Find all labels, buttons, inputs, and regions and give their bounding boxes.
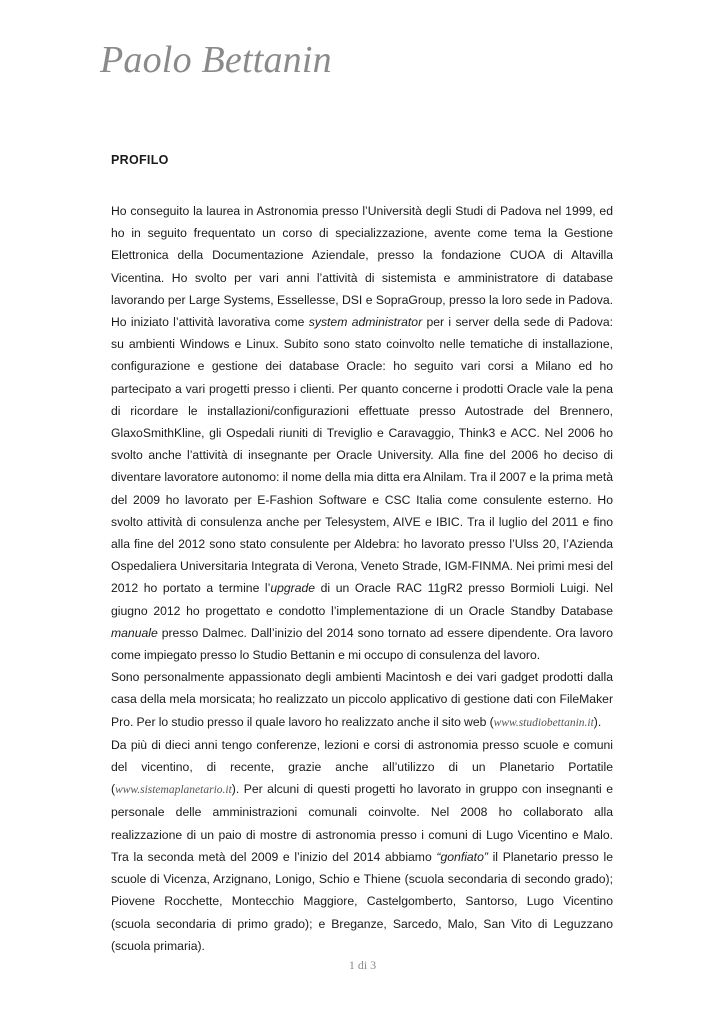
text-run: ). <box>593 714 602 729</box>
emphasis-text: manuale <box>111 625 158 640</box>
emphasis-text: “gonfiato” <box>436 849 488 864</box>
text-run: di un Oracle RAC 11gR2 presso Bormioli Luigi. Nel giugno 2012 ho progettato e condotto l’implementazione di un Oracle Standby Database <box>111 581 613 618</box>
studio-website-link[interactable]: www.studiobettanin.it <box>493 716 594 729</box>
planetarium-website-link[interactable]: www.sistemaplanetario.it <box>115 784 232 797</box>
text-run: presso Dalmec. Dall’inizio del 2014 sono tornato ad essere dipendente. Ora lavoro come impiegato presso lo Studio Bettanin e mi occupo di consulenza del lavoro. <box>111 625 613 663</box>
text-run: Da più di dieci anni tengo conferenze, lezioni e corsi di astronomia presso scuole e comuni del vicentino, di recente, grazie anche all’utilizzo di un Planetario Portatile ( <box>111 737 613 797</box>
text-run: ). Per alcuni di questi progetti ho lavorato in gruppo con insegnanti e personale delle amministrazioni comunali coinvolte. Nel 2008 ho collaborato alla realizzazione di un paio di mostre di astronomia presso i comuni di Lugo Vicentino e Malo. Tra la seconda metà del 2009 e l’inizio del 2014 abbiamo <box>111 782 613 864</box>
profile-body <box>111 200 613 957</box>
emphasis-text: upgrade <box>270 581 316 596</box>
text-run: per i server della sede di Padova: su ambienti Windows e Linux. Subito sono stato coinvolto nelle tematiche di installazione, configurazione e gestione dei database Oracle: ho seguito vari corsi a Milano ed ho partecipato a vari progetti presso i clienti. Per quanto concerne i prodotti Oracle vale la pena di ricordare le installazioni/configurazioni effettuate presso Autostrade del Brennero, GlaxoSmithKline, gli Ospedali riuniti di Treviglio e Caravaggio, Think3 e ACC. Nel 2006 ho svolto anche l’attività di insegnante per Oracle University. Alla fine del 2006 ho deciso di diventare lavoratore autonomo: il nome della mia ditta era Alnilam. Tra il 2007 e la prima metà del 2009 ho lavorato per E-Fashion Software e CSC Italia come consulente esterno. Ho svolto attività di consulenza anche per Telesystem, AIVE e IBIC. Tra il luglio del 2011 e fino alla fine del 2012 sono stato consulente per Aldebra: ho lavorato presso l’Ulss 20, l’Azienda Ospedaliera Universitaria Integrata di Verona, Veneto Strade, IGM-FINMA. Nei primi mesi del 2012 ho portato a termine l’ <box>111 315 613 596</box>
text-run: Ho conseguito la laurea in Astronomia presso l’Università degli Studi di Padova nel 1999, ed ho in seguito frequentato un corso di specializzazione, avente come tema la Gestione Elettronica della Documentazione Aziendale, presso la fondazione CUOA di Altavilla Vicentina. Ho svolto per vari anni l’attività di sistemista e amministratore di database lavorando per Large Systems, Essellesse, DSI e SopraGroup, presso la loro sede in Padova. Ho iniziato l’attività lavorativa come <box>111 204 613 330</box>
emphasis-text: system administrator <box>308 315 423 330</box>
text-run: Sono personalmente appassionato degli ambienti Macintosh e dei vari gadget prodotti dalla casa della mela morsicata; ho realizzato un piccolo applicativo di gestione dati con FileMaker Pro. Per lo studio presso il quale lavoro ho realizzato anche il sito web ( <box>111 670 613 729</box>
author-name: Paolo Bettanin <box>100 39 332 81</box>
paragraph-astronomy <box>111 734 613 957</box>
text-run: il Planetario presso le scuole di Vicenza, Arzignano, Lonigo, Schio e Thiene (scuola secondaria di secondo grado); Piovene Rocchette, Montecchio Maggiore, Castelgomberto, Santorso, Lugo Vicentino (scuola secondaria di primo grado); e Breganze, Sarcedo, Malo, San Vito di Leguzzano (scuola primaria). <box>111 849 613 953</box>
paragraph-macintosh <box>111 666 613 734</box>
section-title: PROFILO <box>111 153 169 167</box>
paragraph-career <box>111 200 613 666</box>
page-number: 1 di 3 <box>348 958 377 972</box>
